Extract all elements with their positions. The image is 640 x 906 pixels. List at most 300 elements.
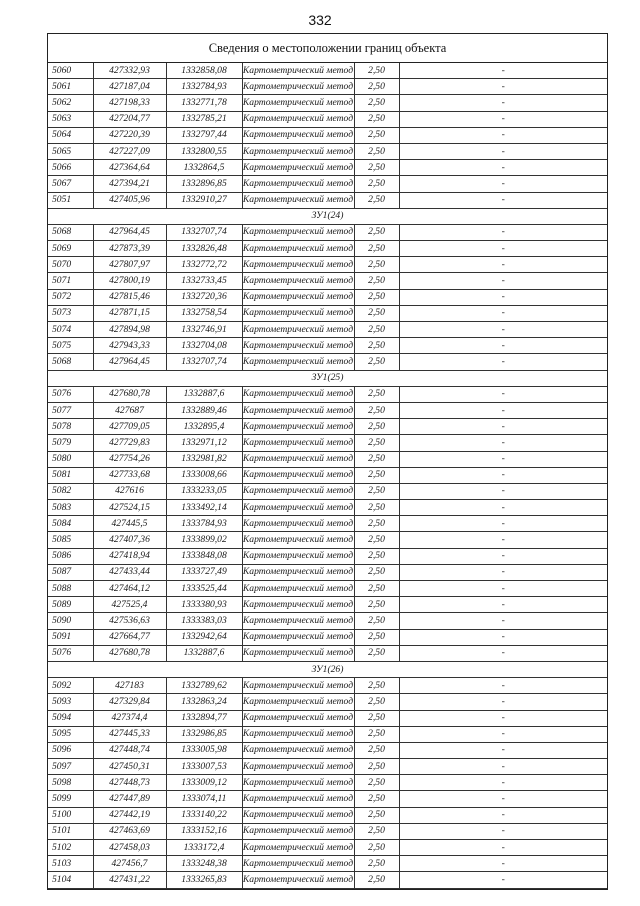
table-row — [48, 402, 607, 418]
x-coordinate-cell: 427448,74 — [93, 742, 166, 758]
note-cell: - — [399, 645, 607, 661]
note-cell: - — [399, 435, 607, 451]
y-coordinate-cell: 1332858,08 — [166, 63, 242, 79]
y-coordinate-cell: 1332895,4 — [166, 419, 242, 435]
y-coordinate-cell: 1333727,49 — [166, 564, 242, 580]
point-id-cell: 5067 — [48, 176, 93, 192]
accuracy-cell: 2,50 — [354, 273, 399, 289]
point-id-cell: 5077 — [48, 402, 93, 418]
y-coordinate-cell: 1332889,46 — [166, 402, 242, 418]
section-title: ЗУ1(24) — [48, 208, 607, 224]
x-coordinate-cell: 427815,46 — [93, 289, 166, 305]
method-cell: Картометрический метод — [242, 483, 354, 499]
note-cell: - — [399, 742, 607, 758]
accuracy-cell: 2,50 — [354, 419, 399, 435]
note-cell: - — [399, 856, 607, 872]
note-cell: - — [399, 79, 607, 95]
y-coordinate-cell: 1333784,93 — [166, 516, 242, 532]
method-cell: Картометрический метод — [242, 694, 354, 710]
point-id-cell: 5102 — [48, 840, 93, 856]
point-id-cell: 5101 — [48, 823, 93, 839]
y-coordinate-cell: 1333233,05 — [166, 483, 242, 499]
point-id-cell: 5063 — [48, 111, 93, 127]
x-coordinate-cell: 427450,31 — [93, 759, 166, 775]
x-coordinate-cell: 427664,77 — [93, 629, 166, 645]
y-coordinate-cell: 1332887,6 — [166, 386, 242, 402]
method-cell: Картометрический метод — [242, 710, 354, 726]
note-cell: - — [399, 241, 607, 257]
x-coordinate-cell: 427187,04 — [93, 79, 166, 95]
table-row — [48, 273, 607, 289]
accuracy-cell: 2,50 — [354, 127, 399, 143]
note-cell: - — [399, 192, 607, 208]
accuracy-cell: 2,50 — [354, 710, 399, 726]
method-cell: Картометрический метод — [242, 775, 354, 791]
accuracy-cell: 2,50 — [354, 224, 399, 240]
method-cell: Картометрический метод — [242, 386, 354, 402]
x-coordinate-cell: 427332,93 — [93, 63, 166, 79]
y-coordinate-cell: 1333248,38 — [166, 856, 242, 872]
table-row — [48, 613, 607, 629]
y-coordinate-cell: 1333380,93 — [166, 597, 242, 613]
method-cell: Картометрический метод — [242, 467, 354, 483]
note-cell: - — [399, 532, 607, 548]
accuracy-cell: 2,50 — [354, 856, 399, 872]
x-coordinate-cell: 427807,97 — [93, 257, 166, 273]
accuracy-cell: 2,50 — [354, 645, 399, 661]
method-cell: Картометрический метод — [242, 742, 354, 758]
table-row — [48, 241, 607, 257]
accuracy-cell: 2,50 — [354, 516, 399, 532]
table-row — [48, 338, 607, 354]
note-cell: - — [399, 678, 607, 694]
x-coordinate-cell: 427220,39 — [93, 127, 166, 143]
accuracy-cell: 2,50 — [354, 759, 399, 775]
point-id-cell: 5100 — [48, 807, 93, 823]
x-coordinate-cell: 427733,68 — [93, 467, 166, 483]
accuracy-cell: 2,50 — [354, 160, 399, 176]
accuracy-cell: 2,50 — [354, 807, 399, 823]
x-coordinate-cell: 427456,7 — [93, 856, 166, 872]
coordinates-table-body — [48, 63, 607, 888]
x-coordinate-cell: 427616 — [93, 483, 166, 499]
point-id-cell: 5098 — [48, 775, 93, 791]
page-number: 332 — [308, 12, 332, 28]
x-coordinate-cell: 427524,15 — [93, 500, 166, 516]
y-coordinate-cell: 1332707,74 — [166, 354, 242, 370]
x-coordinate-cell: 427364,64 — [93, 160, 166, 176]
y-coordinate-cell: 1332720,36 — [166, 289, 242, 305]
note-cell: - — [399, 629, 607, 645]
note-cell: - — [399, 338, 607, 354]
table-row — [48, 710, 607, 726]
note-cell: - — [399, 354, 607, 370]
point-id-cell: 5070 — [48, 257, 93, 273]
table-row — [48, 386, 607, 402]
table-row — [48, 63, 607, 79]
accuracy-cell: 2,50 — [354, 289, 399, 305]
boundary-table-frame — [47, 33, 608, 890]
point-id-cell: 5090 — [48, 613, 93, 629]
method-cell: Картометрический метод — [242, 354, 354, 370]
y-coordinate-cell: 1332797,44 — [166, 127, 242, 143]
accuracy-cell: 2,50 — [354, 176, 399, 192]
note-cell: - — [399, 176, 607, 192]
method-cell: Картометрический метод — [242, 143, 354, 159]
table-row — [48, 645, 607, 661]
y-coordinate-cell: 1332826,48 — [166, 241, 242, 257]
accuracy-cell: 2,50 — [354, 79, 399, 95]
note-cell: - — [399, 759, 607, 775]
note-cell: - — [399, 127, 607, 143]
method-cell: Картометрический метод — [242, 419, 354, 435]
method-cell: Картометрический метод — [242, 224, 354, 240]
accuracy-cell: 2,50 — [354, 548, 399, 564]
note-cell: - — [399, 872, 607, 888]
y-coordinate-cell: 1332784,93 — [166, 79, 242, 95]
table-title: Сведения о местоположении границ объекта — [48, 34, 607, 63]
point-id-cell: 5088 — [48, 581, 93, 597]
table-row — [48, 597, 607, 613]
x-coordinate-cell: 427407,36 — [93, 532, 166, 548]
y-coordinate-cell: 1333007,53 — [166, 759, 242, 775]
table-row — [48, 564, 607, 580]
table-row — [48, 581, 607, 597]
method-cell: Картометрический метод — [242, 581, 354, 597]
note-cell: - — [399, 95, 607, 111]
y-coordinate-cell: 1333074,11 — [166, 791, 242, 807]
y-coordinate-cell: 1333525,44 — [166, 581, 242, 597]
x-coordinate-cell: 427525,4 — [93, 597, 166, 613]
table-row — [48, 807, 607, 823]
note-cell: - — [399, 840, 607, 856]
accuracy-cell: 2,50 — [354, 386, 399, 402]
table-row — [48, 500, 607, 516]
point-id-cell: 5092 — [48, 678, 93, 694]
method-cell: Картометрический метод — [242, 305, 354, 321]
x-coordinate-cell: 427800,19 — [93, 273, 166, 289]
section-title: ЗУ1(25) — [48, 370, 607, 386]
accuracy-cell: 2,50 — [354, 338, 399, 354]
accuracy-cell: 2,50 — [354, 872, 399, 888]
method-cell: Картометрический метод — [242, 451, 354, 467]
point-id-cell: 5068 — [48, 354, 93, 370]
accuracy-cell: 2,50 — [354, 483, 399, 499]
accuracy-cell: 2,50 — [354, 581, 399, 597]
point-id-cell: 5073 — [48, 305, 93, 321]
y-coordinate-cell: 1332887,6 — [166, 645, 242, 661]
method-cell: Картометрический метод — [242, 678, 354, 694]
x-coordinate-cell: 427687 — [93, 402, 166, 418]
method-cell: Картометрический метод — [242, 273, 354, 289]
method-cell: Картометрический метод — [242, 176, 354, 192]
point-id-cell: 5074 — [48, 322, 93, 338]
accuracy-cell: 2,50 — [354, 775, 399, 791]
y-coordinate-cell: 1332704,08 — [166, 338, 242, 354]
method-cell: Картометрический метод — [242, 597, 354, 613]
table-row — [48, 483, 607, 499]
accuracy-cell: 2,50 — [354, 322, 399, 338]
method-cell: Картометрический метод — [242, 79, 354, 95]
x-coordinate-cell: 427394,21 — [93, 176, 166, 192]
table-row — [48, 257, 607, 273]
y-coordinate-cell: 1332942,64 — [166, 629, 242, 645]
table-row — [48, 160, 607, 176]
point-id-cell: 5091 — [48, 629, 93, 645]
table-row — [48, 775, 607, 791]
y-coordinate-cell: 1333140,22 — [166, 807, 242, 823]
point-id-cell: 5069 — [48, 241, 93, 257]
table-row — [48, 192, 607, 208]
x-coordinate-cell: 427447,89 — [93, 791, 166, 807]
x-coordinate-cell: 427680,78 — [93, 386, 166, 402]
table-row — [48, 451, 607, 467]
table-row — [48, 419, 607, 435]
method-cell: Картометрический метод — [242, 856, 354, 872]
y-coordinate-cell: 1332733,45 — [166, 273, 242, 289]
point-id-cell: 5068 — [48, 224, 93, 240]
y-coordinate-cell: 1332894,77 — [166, 710, 242, 726]
accuracy-cell: 2,50 — [354, 435, 399, 451]
method-cell: Картометрический метод — [242, 613, 354, 629]
method-cell: Картометрический метод — [242, 500, 354, 516]
table-row — [48, 143, 607, 159]
method-cell: Картометрический метод — [242, 645, 354, 661]
table-row — [48, 678, 607, 694]
accuracy-cell: 2,50 — [354, 694, 399, 710]
method-cell: Картометрический метод — [242, 241, 354, 257]
table-row — [48, 694, 607, 710]
method-cell: Картометрический метод — [242, 402, 354, 418]
accuracy-cell: 2,50 — [354, 241, 399, 257]
y-coordinate-cell: 1333492,14 — [166, 500, 242, 516]
point-id-cell: 5071 — [48, 273, 93, 289]
method-cell: Картометрический метод — [242, 726, 354, 742]
table-row — [48, 95, 607, 111]
x-coordinate-cell: 427464,12 — [93, 581, 166, 597]
note-cell: - — [399, 386, 607, 402]
x-coordinate-cell: 427964,45 — [93, 224, 166, 240]
x-coordinate-cell: 427873,39 — [93, 241, 166, 257]
x-coordinate-cell: 427964,45 — [93, 354, 166, 370]
method-cell: Картометрический метод — [242, 127, 354, 143]
y-coordinate-cell: 1333172,4 — [166, 840, 242, 856]
x-coordinate-cell: 427894,98 — [93, 322, 166, 338]
point-id-cell: 5103 — [48, 856, 93, 872]
accuracy-cell: 2,50 — [354, 564, 399, 580]
table-row — [48, 79, 607, 95]
y-coordinate-cell: 1333005,98 — [166, 742, 242, 758]
table-row — [48, 548, 607, 564]
x-coordinate-cell: 427442,19 — [93, 807, 166, 823]
note-cell: - — [399, 289, 607, 305]
table-row — [48, 759, 607, 775]
point-id-cell: 5061 — [48, 79, 93, 95]
x-coordinate-cell: 427729,83 — [93, 435, 166, 451]
method-cell: Картометрический метод — [242, 516, 354, 532]
point-id-cell: 5093 — [48, 694, 93, 710]
x-coordinate-cell: 427445,5 — [93, 516, 166, 532]
note-cell: - — [399, 597, 607, 613]
x-coordinate-cell: 427536,63 — [93, 613, 166, 629]
point-id-cell: 5076 — [48, 386, 93, 402]
table-row — [48, 224, 607, 240]
accuracy-cell: 2,50 — [354, 840, 399, 856]
y-coordinate-cell: 1332746,91 — [166, 322, 242, 338]
x-coordinate-cell: 427445,33 — [93, 726, 166, 742]
y-coordinate-cell: 1332771,78 — [166, 95, 242, 111]
point-id-cell: 5085 — [48, 532, 93, 548]
accuracy-cell: 2,50 — [354, 143, 399, 159]
table-row — [48, 840, 607, 856]
table-row — [48, 289, 607, 305]
note-cell: - — [399, 451, 607, 467]
accuracy-cell: 2,50 — [354, 500, 399, 516]
method-cell: Картометрический метод — [242, 289, 354, 305]
method-cell: Картометрический метод — [242, 111, 354, 127]
note-cell: - — [399, 322, 607, 338]
note-cell: - — [399, 111, 607, 127]
point-id-cell: 5097 — [48, 759, 93, 775]
method-cell: Картометрический метод — [242, 532, 354, 548]
method-cell: Картометрический метод — [242, 63, 354, 79]
accuracy-cell: 2,50 — [354, 678, 399, 694]
accuracy-cell: 2,50 — [354, 823, 399, 839]
accuracy-cell: 2,50 — [354, 111, 399, 127]
accuracy-cell: 2,50 — [354, 192, 399, 208]
section-row — [48, 661, 607, 677]
method-cell: Картометрический метод — [242, 95, 354, 111]
y-coordinate-cell: 1332758,54 — [166, 305, 242, 321]
accuracy-cell: 2,50 — [354, 451, 399, 467]
table-row — [48, 305, 607, 321]
note-cell: - — [399, 726, 607, 742]
y-coordinate-cell: 1332981,82 — [166, 451, 242, 467]
accuracy-cell: 2,50 — [354, 354, 399, 370]
y-coordinate-cell: 1333008,66 — [166, 467, 242, 483]
x-coordinate-cell: 427709,05 — [93, 419, 166, 435]
accuracy-cell: 2,50 — [354, 629, 399, 645]
accuracy-cell: 2,50 — [354, 95, 399, 111]
table-row — [48, 872, 607, 888]
table-row — [48, 742, 607, 758]
y-coordinate-cell: 1332896,85 — [166, 176, 242, 192]
y-coordinate-cell: 1332986,85 — [166, 726, 242, 742]
x-coordinate-cell: 427463,69 — [93, 823, 166, 839]
section-row — [48, 370, 607, 386]
y-coordinate-cell: 1333899,02 — [166, 532, 242, 548]
table-row — [48, 532, 607, 548]
x-coordinate-cell: 427448,73 — [93, 775, 166, 791]
point-id-cell: 5080 — [48, 451, 93, 467]
method-cell: Картометрический метод — [242, 823, 354, 839]
accuracy-cell: 2,50 — [354, 402, 399, 418]
point-id-cell: 5072 — [48, 289, 93, 305]
note-cell: - — [399, 516, 607, 532]
table-row — [48, 516, 607, 532]
method-cell: Картометрический метод — [242, 322, 354, 338]
accuracy-cell: 2,50 — [354, 791, 399, 807]
method-cell: Картометрический метод — [242, 257, 354, 273]
point-id-cell: 5082 — [48, 483, 93, 499]
point-id-cell: 5099 — [48, 791, 93, 807]
x-coordinate-cell: 427198,33 — [93, 95, 166, 111]
note-cell: - — [399, 467, 607, 483]
y-coordinate-cell: 1332772,72 — [166, 257, 242, 273]
accuracy-cell: 2,50 — [354, 257, 399, 273]
x-coordinate-cell: 427329,84 — [93, 694, 166, 710]
point-id-cell: 5104 — [48, 872, 93, 888]
note-cell: - — [399, 257, 607, 273]
point-id-cell: 5066 — [48, 160, 93, 176]
method-cell: Картометрический метод — [242, 338, 354, 354]
x-coordinate-cell: 427374,4 — [93, 710, 166, 726]
point-id-cell: 5083 — [48, 500, 93, 516]
note-cell: - — [399, 224, 607, 240]
x-coordinate-cell: 427405,96 — [93, 192, 166, 208]
x-coordinate-cell: 427183 — [93, 678, 166, 694]
y-coordinate-cell: 1332707,74 — [166, 224, 242, 240]
y-coordinate-cell: 1332971,12 — [166, 435, 242, 451]
table-row — [48, 322, 607, 338]
table-row — [48, 791, 607, 807]
note-cell: - — [399, 791, 607, 807]
note-cell: - — [399, 807, 607, 823]
method-cell: Картометрический метод — [242, 435, 354, 451]
y-coordinate-cell: 1332800,55 — [166, 143, 242, 159]
accuracy-cell: 2,50 — [354, 742, 399, 758]
accuracy-cell: 2,50 — [354, 63, 399, 79]
method-cell: Картометрический метод — [242, 548, 354, 564]
method-cell: Картометрический метод — [242, 564, 354, 580]
y-coordinate-cell: 1332789,62 — [166, 678, 242, 694]
accuracy-cell: 2,50 — [354, 597, 399, 613]
y-coordinate-cell: 1332785,21 — [166, 111, 242, 127]
x-coordinate-cell: 427943,33 — [93, 338, 166, 354]
method-cell: Картометрический метод — [242, 872, 354, 888]
note-cell: - — [399, 273, 607, 289]
x-coordinate-cell: 427680,78 — [93, 645, 166, 661]
x-coordinate-cell: 427871,15 — [93, 305, 166, 321]
note-cell: - — [399, 775, 607, 791]
point-id-cell: 5086 — [48, 548, 93, 564]
note-cell: - — [399, 613, 607, 629]
table-row — [48, 127, 607, 143]
table-row — [48, 176, 607, 192]
point-id-cell: 5064 — [48, 127, 93, 143]
point-id-cell: 5079 — [48, 435, 93, 451]
note-cell: - — [399, 823, 607, 839]
note-cell: - — [399, 305, 607, 321]
accuracy-cell: 2,50 — [354, 532, 399, 548]
x-coordinate-cell: 427204,77 — [93, 111, 166, 127]
point-id-cell: 5060 — [48, 63, 93, 79]
method-cell: Картометрический метод — [242, 807, 354, 823]
method-cell: Картометрический метод — [242, 791, 354, 807]
point-id-cell: 5087 — [48, 564, 93, 580]
table-row — [48, 726, 607, 742]
x-coordinate-cell: 427433,44 — [93, 564, 166, 580]
y-coordinate-cell: 1333152,16 — [166, 823, 242, 839]
point-id-cell: 5084 — [48, 516, 93, 532]
x-coordinate-cell: 427431,22 — [93, 872, 166, 888]
table-row — [48, 823, 607, 839]
note-cell: - — [399, 483, 607, 499]
table-row — [48, 354, 607, 370]
note-cell: - — [399, 402, 607, 418]
coordinates-table — [48, 63, 607, 889]
point-id-cell: 5051 — [48, 192, 93, 208]
